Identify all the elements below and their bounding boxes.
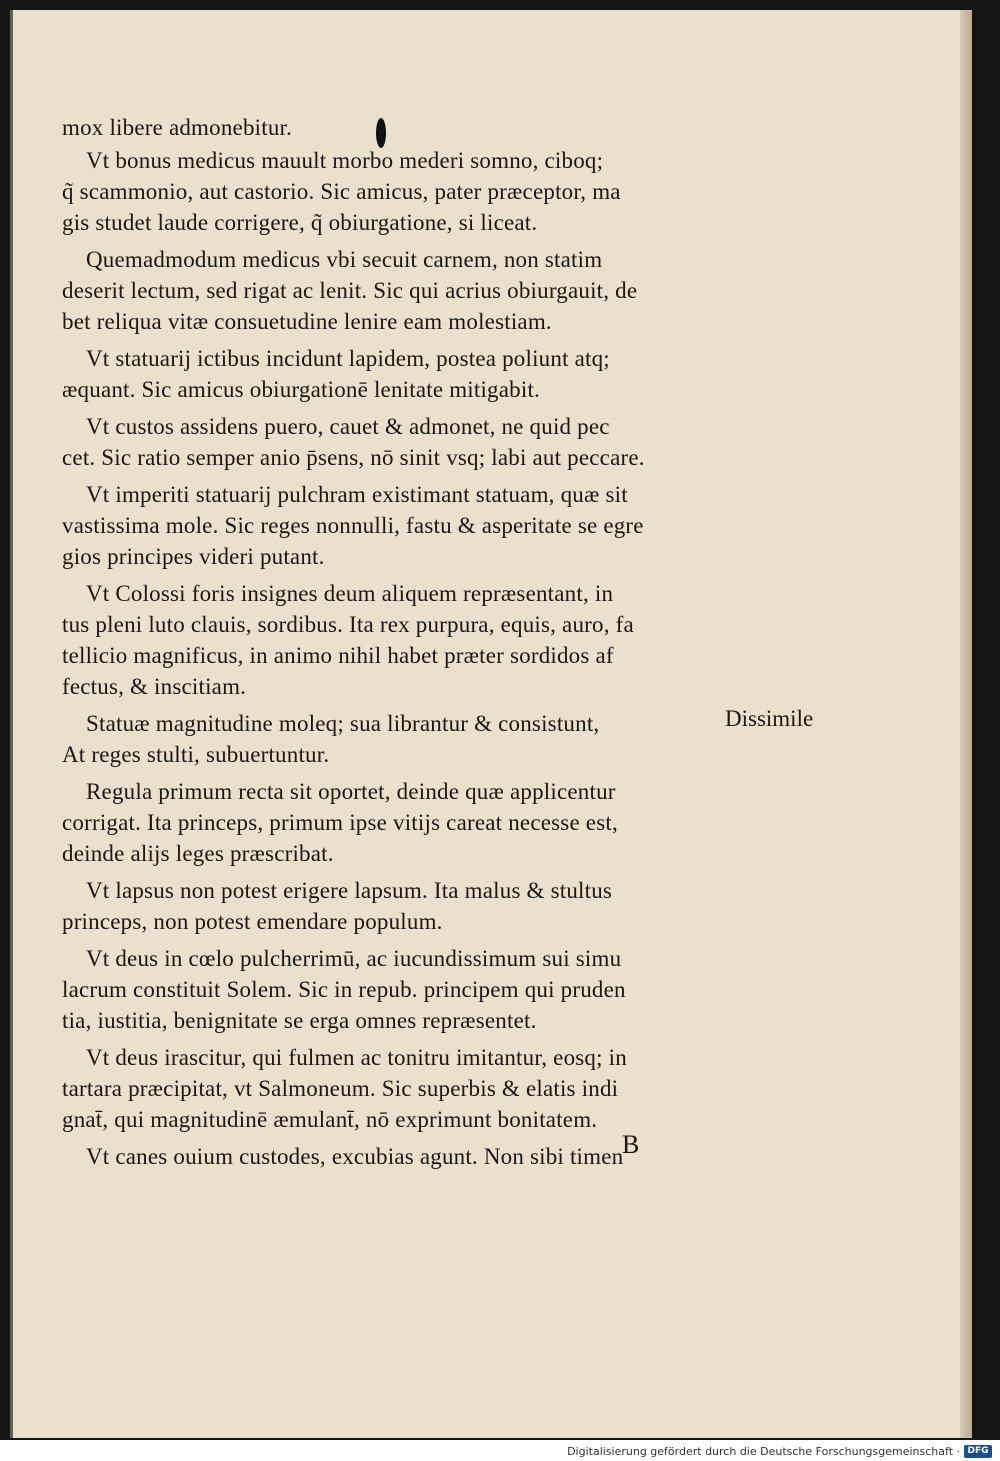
text-line: Vt deus irascitur, qui fulmen ac tonitru imitantur, eosq; in: [86, 1045, 627, 1070]
text-line: Vt deus in cœlo pulcherrimū, ac iucundissimum sui simu: [86, 946, 622, 971]
paragraphs: [62, 145, 722, 1172]
text-line: gnat̄, qui magnitudinē æmulant̄, nō exprimunt bonitatem.: [62, 1107, 598, 1132]
text-line: cet. Sic ratio semper anio p̄sens, nō sinit vsq; labi aut peccare.: [62, 445, 645, 470]
text-line: Vt Colossi foris insignes deum aliquem repræsentant, in: [86, 581, 614, 606]
paragraph: [62, 943, 722, 1036]
text-line: tia, iustitia, benignitate se erga omnes repræsentet.: [62, 1008, 537, 1033]
text-line: Statuæ magnitudine moleq; sua librantur & consistunt,: [86, 711, 600, 736]
paragraph: [62, 244, 722, 337]
paragraph: [62, 145, 722, 238]
paragraph: [62, 479, 722, 572]
paragraph: [62, 875, 722, 937]
text-line: deserit lectum, sed rigat ac lenit. Sic qui acrius obiurgauit, de: [62, 278, 638, 303]
signature-mark: B: [622, 1130, 640, 1159]
text-line: Vt imperiti statuarij pulchram existimant statuam, quæ sit: [86, 482, 628, 507]
text-line: lacrum constituit Solem. Sic in repub. principem qui pruden: [62, 977, 626, 1002]
text-line: Vt statuarij ictibus incidunt lapidem, postea poliunt atq;: [86, 346, 610, 371]
text-line: q̃ scammonio, aut castorio. Sic amicus, pater præceptor, ma: [62, 179, 621, 204]
text-line: bet reliqua vitæ consuetudine lenire eam molestiam.: [62, 309, 552, 334]
text-line: Quemadmodum medicus vbi secuit carnem, non statim: [86, 247, 603, 272]
text-line: Vt lapsus non potest erigere lapsum. Ita malus & stultus: [86, 878, 613, 903]
page-edge: [960, 10, 972, 1438]
text-line: æquant. Sic amicus obiurgationē lenitate mitigabit.: [62, 377, 540, 402]
text-line: gis studet laude corrigere, q̃ obiurgatione, si liceat.: [62, 210, 538, 235]
paragraph: [62, 708, 722, 770]
text-line: At reges stulti, subuertuntur.: [62, 742, 330, 767]
text-line: Vt canes ouium custodes, excubias agunt. Non sibi timen: [86, 1144, 624, 1169]
text-line: Vt custos assidens puero, cauet & admonet, ne quid pec: [86, 414, 610, 439]
text-line: gios principes videri putant.: [62, 544, 325, 569]
text-line: princeps, non potest emendare populum.: [62, 909, 443, 934]
text-line: fectus, & inscitiam.: [62, 674, 247, 699]
paragraph: [62, 578, 722, 702]
digitization-footer: [567, 1441, 992, 1461]
marginal-note: Dissimile: [725, 706, 814, 731]
paragraph: [62, 1042, 722, 1135]
footer-credit: Digitalisierung gefördert durch die Deutsche Forschungsgemeinschaft ·: [567, 1444, 960, 1458]
paragraph: [62, 343, 722, 405]
text-line: vastissima mole. Sic reges nonnulli, fastu & asperitate se egre: [62, 513, 644, 538]
paragraph: [62, 776, 722, 869]
text-line: Regula primum recta sit oportet, deinde quæ applicentur: [86, 779, 616, 804]
text-line: deinde alijs leges præscribat.: [62, 841, 334, 866]
text-line: tartara præcipitat, vt Salmoneum. Sic superbis & elatis indi: [62, 1076, 619, 1101]
text-line: tellicio magnificus, in animo nihil habet præter sordidos af: [62, 643, 614, 668]
text-line: Vt bonus medicus mauult morbo mederi somno, ciboq;: [86, 148, 604, 173]
text-line: corrigat. Ita princeps, primum ipse vitijs careat necesse est,: [62, 810, 618, 835]
opening-line: mox libere admonebitur.: [62, 115, 293, 140]
body-text: [62, 112, 722, 1178]
paragraph: [62, 411, 722, 473]
text-line: tus pleni luto clauis, sordibus. Ita rex purpura, equis, auro, fa: [62, 612, 634, 637]
dfg-logo-icon[interactable]: DFG: [964, 1445, 992, 1458]
